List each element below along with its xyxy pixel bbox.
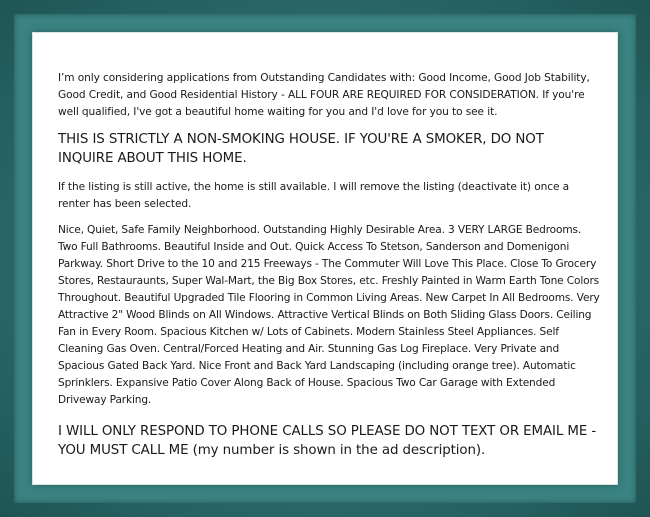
document-body [58, 70, 600, 471]
listing-status-paragraph: If the listing is still active, the home is still available. I will remove the listing (deactivate it) once a renter has been selected. [58, 181, 570, 210]
non-smoking-notice: THIS IS STRICTLY A NON-SMOKING HOUSE. IF YOU'RE A SMOKER, DO NOT INQUIRE ABOUT THIS HOME. [58, 132, 544, 166]
property-description: Nice, Quiet, Safe Family Neighborhood. Outstanding Highly Desirable Area. 3 VERY LARGE Bedrooms. Two Full Bathrooms. Beautiful Inside and Out. Quick Access To Stetson, Sanderson and Domenigoni Parkway. Short Drive to the 10 and 215 Freeways - The Commuter Will Love This Place. Close To Grocery Stores, Restauraunts, Super Wal-Mart, the Big Box Stores, etc. Freshly Painted in Warm Earth Tone Colors Throughout. Beautiful Upgraded Tile Flooring in Common Living Areas. New Carpet In All Bedrooms. Very Attractive 2" Wood Blinds on All Windows. Attractive Vertical Blinds on Both Sliding Glass Doors. Ceiling Fan in Every Room. Spacious Kitchen w/ Lots of Cabinets. Modern Stainless Steel Appliances. Self Cleaning Gas Oven. Central/Forced Heating and Air. Stunning Gas Log Fireplace. Very Private and Spacious Gated Back Yard. Nice Front and Back Yard Landscaping (including orange tree). Automatic Sprinklers. Expansive Patio Cover Along Back of House. Spacious Two Car Garage with Extended Driveway Parking. [58, 224, 600, 406]
requirements-paragraph: I’m only considering applications from Outstanding Candidates with: Good Income, Good Job Stability, Good Credit, and Good Residential History - ALL FOUR ARE REQUIRED FOR CONSIDERATION. If you're well qualified, I've got a beautiful home waiting for you and I'd love for you to see it. [58, 72, 590, 118]
contact-notice: I WILL ONLY RESPOND TO PHONE CALLS SO PLEASE DO NOT TEXT OR EMAIL ME - YOU MUST CALL ME (my number is shown in the ad description). [58, 424, 597, 458]
